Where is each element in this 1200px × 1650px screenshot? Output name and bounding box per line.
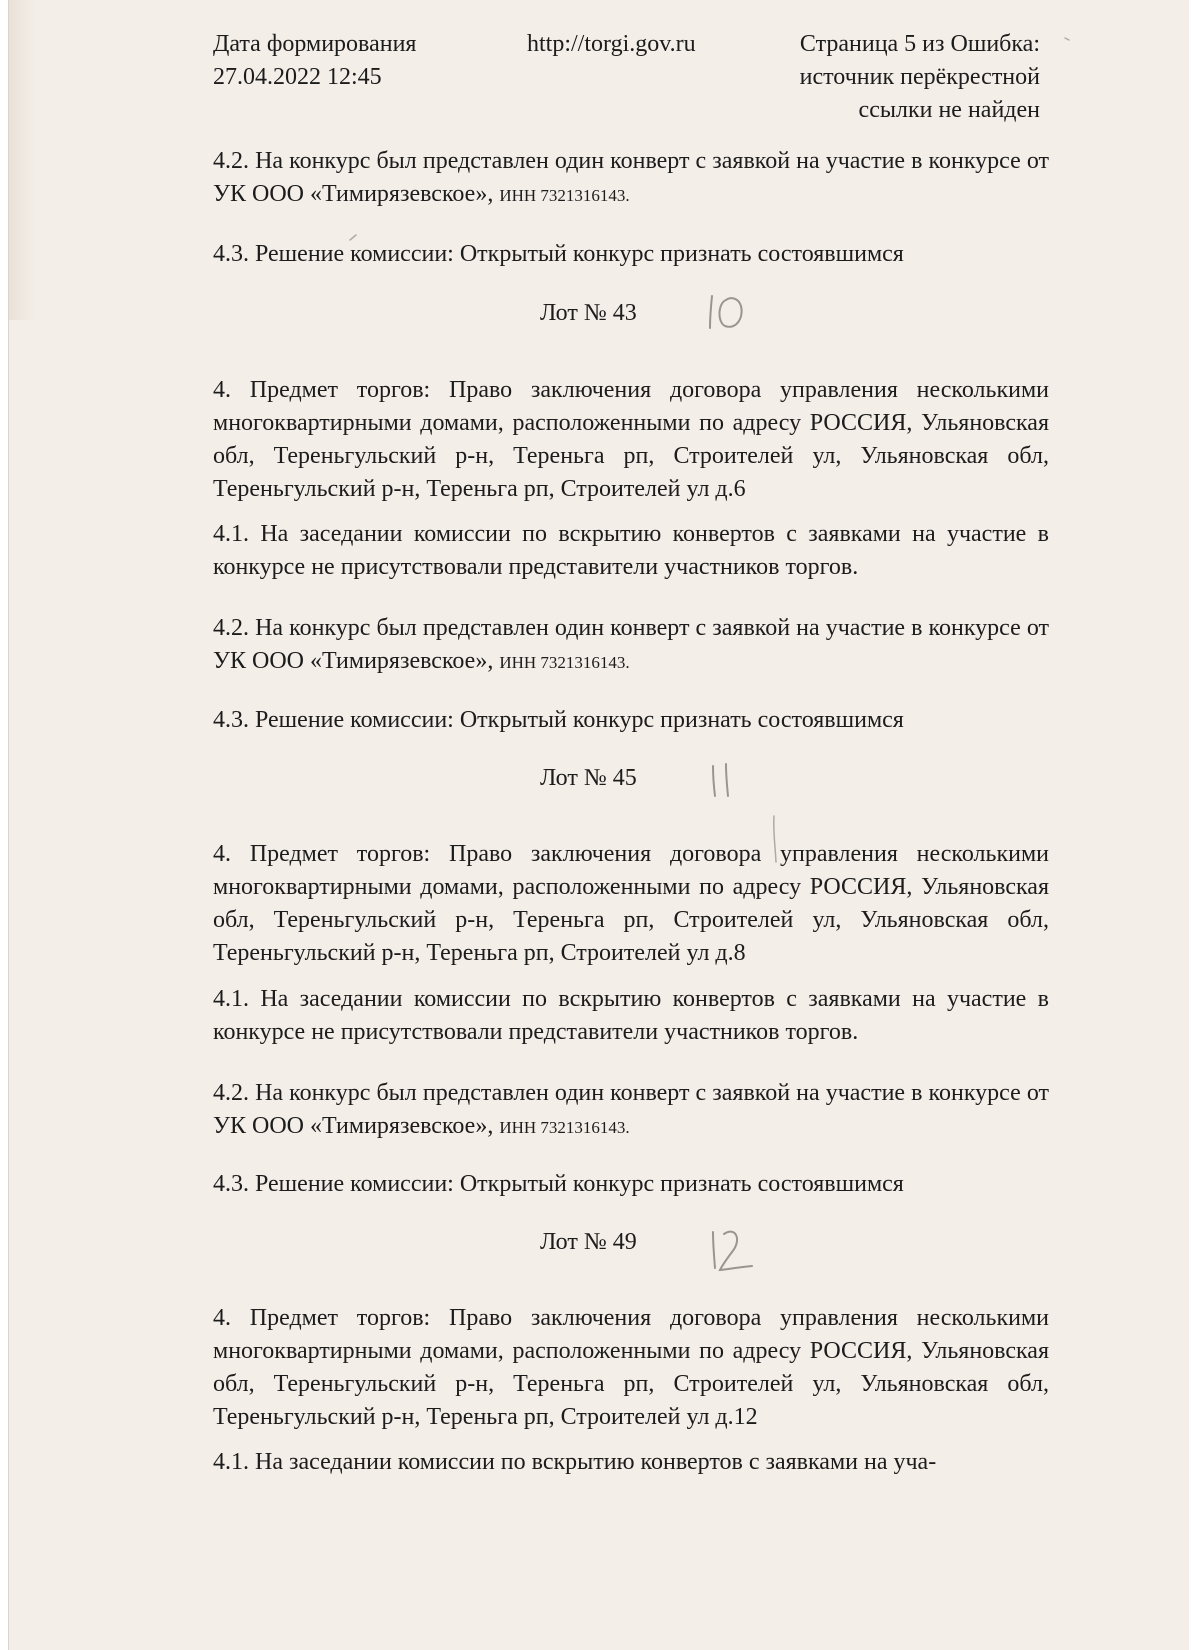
header-page-block	[740, 28, 1040, 127]
paragraph-4-1-text: 4.1. На заседании комиссии по вскрытию конвертов с заявками на участие в конкурсе не присутствовали представители участников торгов.	[213, 986, 1049, 1045]
paragraph-4-3-text: 4.3. Решение комиссии: Открытый конкурс признать состоявшимся	[213, 241, 904, 267]
inn-text: ИНН 7321316143.	[499, 1118, 630, 1137]
header-url	[527, 28, 727, 61]
paragraph-4-2-text: 4.2. На конкурс был представлен один конверт с заявкой на участие в конкурсе от УК ООО «Тимирязевское»,	[213, 1080, 1049, 1139]
lot-title-text: Лот № 45	[540, 765, 637, 791]
paragraph-4-1	[213, 518, 1049, 584]
paragraph-4-1-text: 4.1. На заседании комиссии по вскрытию конвертов с заявками на уча-	[213, 1449, 937, 1475]
paragraph-4-1	[213, 1446, 1049, 1479]
lot-title	[540, 762, 740, 795]
paragraph-4-1-text: 4.1. На заседании комиссии по вскрытию конвертов с заявками на участие в конкурсе не присутствовали представители участников торгов.	[213, 521, 1049, 580]
paragraph-4-2-text: 4.2. На конкурс был представлен один конверт с заявкой на участие в конкурсе от УК ООО «Тимирязевское»,	[213, 615, 1049, 674]
paragraph-4-3	[213, 238, 1049, 271]
inn-text: ИНН 7321316143.	[499, 186, 630, 205]
paragraph-4-text: 4. Предмет торгов: Право заключения договора управления несколькими многоквартирными домами, расположенными по адресу РОССИЯ, Ульяновская обл, Тереньгульский р-н, Тереньга рп, Строителей ул, Ульяновская обл, Тереньгульский р-н, Тереньга рп, Строителей ул д.6	[213, 377, 1049, 502]
paragraph-4-3	[213, 1168, 1049, 1201]
paragraph-4-text: 4. Предмет торгов: Право заключения договора управления несколькими многоквартирными домами, расположенными по адресу РОССИЯ, Ульяновская обл, Тереньгульский р-н, Тереньга рп, Строителей ул, Ульяновская обл, Тереньгульский р-н, Тереньга рп, Строителей ул д.8	[213, 841, 1049, 966]
paragraph-4-3	[213, 704, 1049, 737]
header-page-line-2: источник перёкрестной	[799, 64, 1040, 90]
header-date-value: 27.04.2022 12:45	[213, 64, 382, 90]
lot-title	[540, 297, 740, 330]
paragraph-4-2-text: 4.2. На конкурс был представлен один конверт с заявкой на участие в конкурсе от УК ООО «Тимирязевское»,	[213, 148, 1049, 207]
paragraph-4	[213, 374, 1049, 506]
paragraph-4	[213, 838, 1049, 970]
lot-title-text: Лот № 49	[540, 1229, 637, 1255]
header-page-line-3: ссылки не найден	[858, 97, 1040, 123]
header-url-text: http://torgi.gov.ru	[527, 31, 696, 57]
inn-text: ИНН 7321316143.	[499, 653, 630, 672]
paragraph-4	[213, 1302, 1049, 1434]
paragraph-4-2	[213, 145, 1049, 212]
paragraph-4-2	[213, 1077, 1049, 1144]
lot-title-text: Лот № 43	[540, 300, 637, 326]
lot-title	[540, 1226, 740, 1259]
paragraph-4-2	[213, 612, 1049, 679]
header-page-line-1: Страница 5 из Ошибка:	[799, 31, 1040, 57]
header-date-label: Дата формирования	[213, 31, 417, 57]
paragraph-4-text: 4. Предмет торгов: Право заключения договора управления несколькими многоквартирными домами, расположенными по адресу РОССИЯ, Ульяновская обл, Тереньгульский р-н, Тереньга рп, Строителей ул, Ульяновская обл, Тереньгульский р-н, Тереньга рп, Строителей ул д.12	[213, 1305, 1049, 1430]
paragraph-4-3-text: 4.3. Решение комиссии: Открытый конкурс признать состоявшимся	[213, 1171, 904, 1197]
header-date-block	[213, 28, 513, 94]
paragraph-4-1	[213, 983, 1049, 1049]
paragraph-4-3-text: 4.3. Решение комиссии: Открытый конкурс признать состоявшимся	[213, 707, 904, 733]
